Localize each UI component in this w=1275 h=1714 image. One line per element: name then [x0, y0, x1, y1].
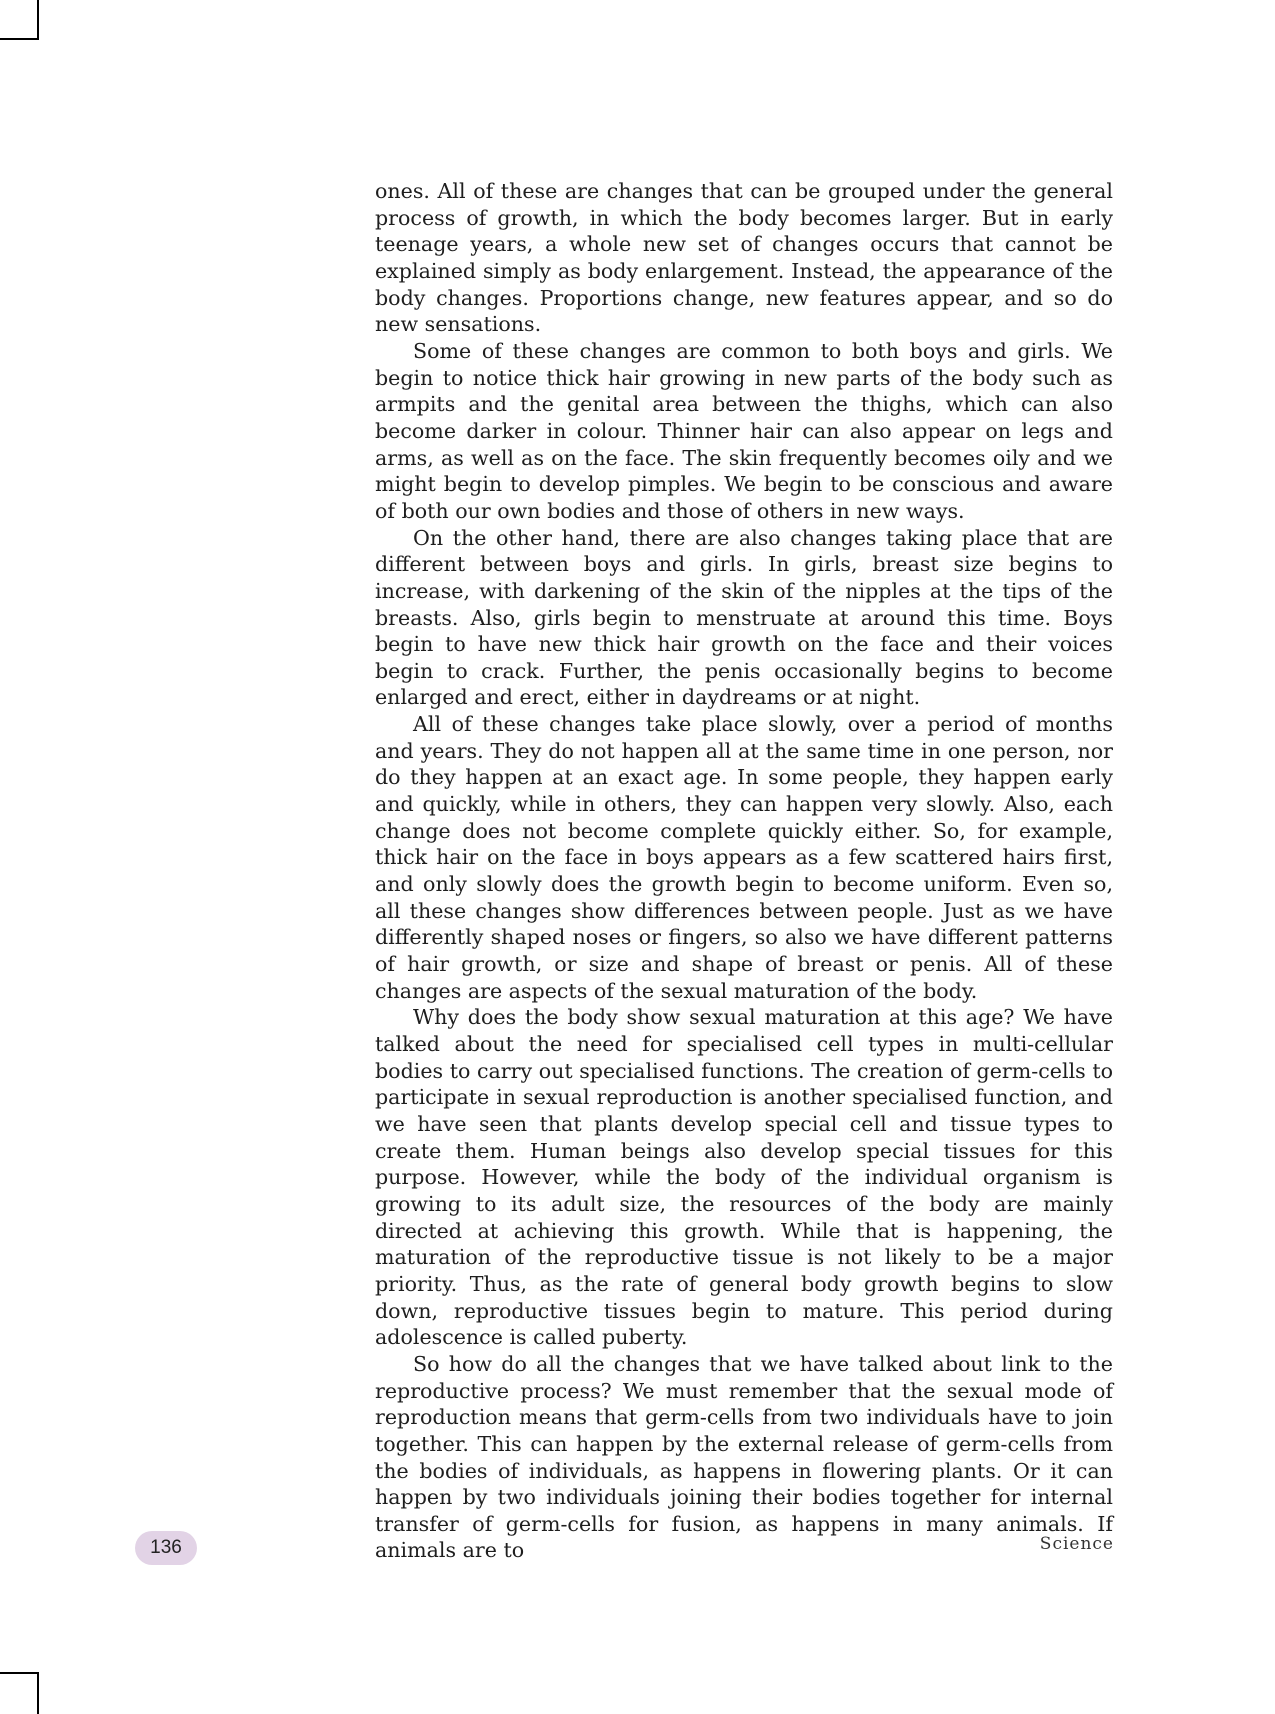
body-text [375, 178, 1113, 1564]
paragraph: So how do all the changes that we have talked about link to the reproductive process? We must remember that the sexual mode of reproduction means that germ-cells from two individuals have to join together. This can happen by the external release of germ-cells from the bodies of individuals, as happens in flowering plants. Or it can happen by two individuals joining their bodies together for internal transfer of germ-cells for fusion, as happens in many animals. If animals are to [375, 1351, 1113, 1563]
crop-mark-bottom [0, 1672, 39, 1714]
page-number: 136 [135, 1531, 197, 1565]
paragraph: ones. All of these are changes that can be grouped under the general process of growth, in which the body becomes larger. But in early teenage years, a whole new set of changes occurs that cannot be explained simply as body enlargement. Instead, the appearance of the body changes. Proportions change, new features appear, and so do new sensations. [375, 179, 1113, 337]
paragraph: On the other hand, there are also changes taking place that are different between boys and girls. In girls, breast size begins to increase, with darkening of the skin of the nipples at the tips of the breasts. Also, girls begin to menstruate at around this time. Boys begin to have new thick hair growth on the face and their voices begin to crack. Further, the penis occasionally begins to become enlarged and erect, either in daydreams or at night. [375, 525, 1113, 710]
paragraph: Some of these changes are common to both boys and girls. We begin to notice thick hair growing in new parts of the body such as armpits and the genital area between the thighs, which can also become darker in colour. Thinner hair can also appear on legs and arms, as well as on the face. The skin frequently becomes oily and we might begin to develop pimples. We begin to be conscious and aware of both our own bodies and those of others in new ways. [375, 338, 1113, 523]
running-footer-section: Science [1039, 1534, 1114, 1554]
paragraph: Why does the body show sexual maturation at this age? We have talked about the need for specialised cell types in multi-cellular bodies to carry out specialised functions. The creation of germ-cells to participate in sexual reproduction is another specialised function, and we have seen that plants develop special cell and tissue types to create them. Human beings also develop special tissues for this purpose. However, while the body of the individual organism is growing to its adult size, the resources of the body are mainly directed at achieving this growth. While that is happening, the maturation of the reproductive tissue is not likely to be a major priority. Thus, as the rate of general body growth begins to slow down, reproductive tissues begin to mature. This period during adolescence is called puberty. [375, 1005, 1113, 1350]
crop-mark-top [0, 0, 39, 40]
paragraph: All of these changes take place slowly, over a period of months and years. They do not happen all at the same time in one person, nor do they happen at an exact age. In some people, they happen early and quickly, while in others, they can happen very slowly. Also, each change does not become complete quickly either. So, for example, thick hair on the face in boys appears as a few scattered hairs first, and only slowly does the growth begin to become uniform. Even so, all these changes show differences between people. Just as we have differently shaped noses or fingers, so also we have different patterns of hair growth, or size and shape of breast or penis. All of these changes are aspects of the sexual maturation of the body. [375, 712, 1113, 1003]
